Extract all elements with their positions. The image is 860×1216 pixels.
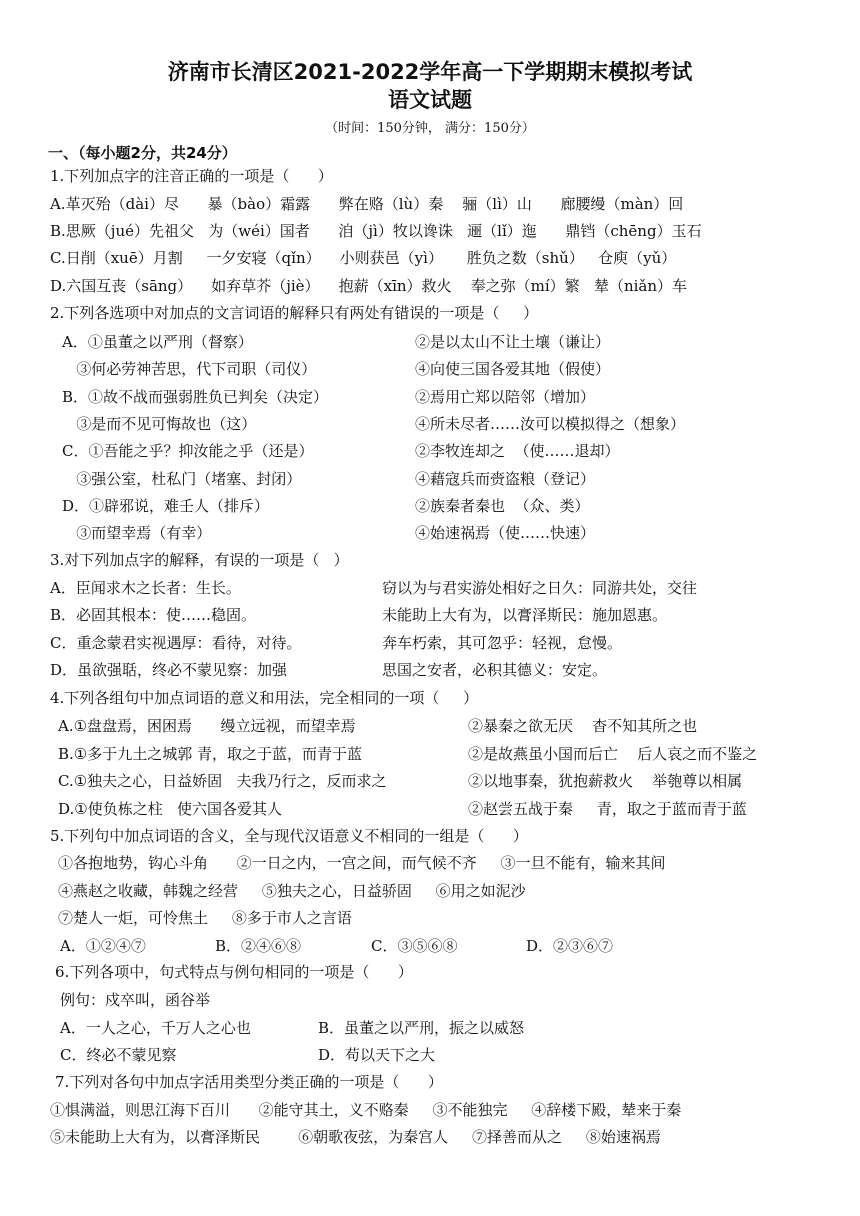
question-2-row-6-right: ④藉寇兵而赍盗粮（登记） — [415, 470, 596, 488]
question-1-option-d: D.六国互丧（sāng） 如弃草芥（jiè） 抱薪（xīn）救火 奉之弥（mí）繁 辇（niǎn）车 — [50, 277, 688, 295]
question-3-row-c-left: C．重念蒙君实视遇厚：看待，对待。 — [50, 634, 302, 652]
question-6-option-c: C．终必不蒙见察 — [60, 1046, 177, 1064]
exam-time-score: （时间：150分钟， 满分：150分） — [325, 121, 535, 136]
question-2-row-2-right: ④向使三国各爱其地（假使） — [415, 360, 611, 378]
question-3-row-a-left: A．臣闻求木之长者：生长。 — [50, 579, 241, 597]
exam-subject-title: 语文试题 — [388, 88, 472, 112]
question-3-row-b-left: B．必固其根本：使……稳固。 — [50, 606, 257, 624]
question-2-row-4-left: ③是而不见可悔故也（这） — [62, 415, 257, 433]
question-2-row-7-left: D．①辟邪说，难壬人（排斥） — [62, 497, 270, 515]
section-heading: 一、（每小题2分，共24分） — [48, 144, 237, 162]
question-5-option-a: A．①②④⑦ — [60, 937, 146, 955]
question-1-stem: 1.下列加点字的注音正确的一项是（ ） — [50, 167, 333, 185]
question-3-row-d-right: 思国之安者，必积其德义：安定。 — [382, 661, 608, 679]
question-2-row-3-right: ②焉用亡郑以陪邻（增加） — [415, 388, 596, 406]
question-7-items-line-1: ①惧满溢，则思江海下百川 ②能守其土，义不赂秦 ③不能独完 ④辞楼下殿，辇来于秦 — [50, 1101, 682, 1119]
question-2-stem: 2.下列各选项中对加点的文言词语的解释只有两处有错误的一项是（ ） — [50, 304, 539, 322]
question-2-row-3-left: B．①故不战而强弱胜负已判矣（决定） — [62, 388, 329, 406]
question-2-row-5-right: ②李牧连却之 （使……退却） — [415, 442, 620, 460]
question-2-row-1-right: ②是以太山不让土壤（谦让） — [415, 333, 611, 351]
question-5-option-c: C．③⑤⑥⑧ — [371, 937, 458, 955]
question-6-option-a: A．一人之心，千万人之心也 — [60, 1019, 251, 1037]
question-6-stem: 6.下列各项中，句式特点与例句相同的一项是（ ） — [55, 963, 413, 981]
question-3-stem: 3.对下列加点字的解释，有误的一项是（ ） — [50, 551, 349, 569]
question-5-items-line-2: ④燕赵之收藏，韩魏之经营 ⑤独夫之心，日益骄固 ⑥用之如泥沙 — [58, 882, 526, 900]
question-3-row-d-left: D．虽欲强聒，终必不蒙见察：加强 — [50, 661, 288, 679]
question-4-row-d-left: D.①使负栋之柱 使六国各爱其人 — [58, 800, 283, 818]
question-4-row-c-right: ②以地事秦，犹抱薪救火 举匏尊以相属 — [468, 772, 743, 790]
question-5-stem: 5.下列句中加点词语的含义，全与现代汉语意义不相同的一组是（ ） — [50, 827, 528, 845]
question-4-row-a-right: ②暴秦之欲无厌 杳不知其所之也 — [468, 717, 698, 735]
question-7-items-line-2: ⑤未能助上大有为，以膏泽斯民 ⑥朝歌夜弦，为秦宫人 ⑦择善而从之 ⑧始速祸焉 — [50, 1128, 661, 1146]
question-1-option-a: A.革灭殆（dài）尽 暴（bào）霜露 弊在赂（lù）秦 骊（lì）山 廊腰缦（màn）回 — [50, 195, 684, 213]
question-2-row-4-right: ④所未尽者……汝可以模拟得之（想象） — [415, 415, 686, 433]
question-4-row-c-left: C.①独夫之心，日益娇固 夫我乃行之，反而求之 — [58, 772, 387, 790]
question-4-row-b-right: ②是故燕虽小国而后亡 后人哀之而不鉴之 — [468, 745, 758, 763]
question-6-example: 例句：戍卒叫，函谷举 — [60, 991, 211, 1009]
question-3-row-b-right: 未能助上大有为，以膏泽斯民：施加恩惠。 — [382, 606, 668, 624]
question-2-row-1-left: A．①虽董之以严刑（督察） — [62, 333, 253, 351]
question-5-option-b: B．②④⑥⑧ — [215, 937, 302, 955]
question-4-row-b-left: B.①多于九土之城郭 青，取之于蓝，而青于蓝 — [58, 745, 363, 763]
question-7-stem: 7.下列对各句中加点字活用类型分类正确的一项是（ ） — [55, 1073, 443, 1091]
question-2-row-8-left: ③而望幸焉（有幸） — [62, 524, 212, 542]
question-5-items-line-3: ⑦楚人一炬，可怜焦土 ⑧多于市人之言语 — [58, 909, 352, 927]
question-4-stem: 4.下列各组句中加点词语的意义和用法，完全相同的一项（ ） — [50, 689, 479, 707]
question-1-option-c: C.日削（xuē）月割 一夕安寝（qǐn） 小则获邑（yì） 胜负之数（shǔ） 仓庾（yǔ） — [50, 249, 677, 267]
question-2-row-5-left: C．①吾能之乎？抑汝能之乎（还是） — [62, 442, 314, 460]
question-3-row-c-right: 奔车朽索，其可忽乎：轻视，怠慢。 — [382, 634, 623, 652]
exam-title: 济南市长清区2021-2022学年高一下学期期末模拟考试 — [167, 60, 693, 84]
question-3-row-a-right: 窃以为与君实游处相好之日久：同游共处，交往 — [382, 579, 698, 597]
question-2-row-6-left: ③强公室，杜私门（堵塞、封闭） — [62, 470, 302, 488]
question-6-option-d: D．苟以天下之大 — [318, 1046, 436, 1064]
question-5-items-line-1: ①各抱地势，钩心斗角 ②一日之内，一宫之间，而气候不齐 ③一旦不能有，输来其间 — [58, 854, 666, 872]
question-6-option-b: B．虽董之以严刑，振之以威怒 — [318, 1019, 525, 1037]
question-2-row-7-right: ②族秦者秦也 （众、类） — [415, 497, 590, 515]
question-4-row-a-left: A.①盘盘焉，困困焉 缦立远视，而望幸焉 — [58, 717, 356, 735]
question-1-option-b: B.思厥（jué）先祖父 为（wéi）国者 洎（jì）牧以谗诛 逦（lǐ）迤 鼎铛（chēng）玉石 — [50, 222, 702, 240]
question-2-row-2-left: ③何必劳神苦思，代下司职（司仪） — [62, 360, 317, 378]
question-4-row-d-right: ②赵尝五战于秦 青，取之于蓝而青于蓝 — [468, 800, 747, 818]
question-2-row-8-right: ④始速祸焉（使……快速） — [415, 524, 596, 542]
question-5-option-d: D．②③⑥⑦ — [526, 937, 614, 955]
